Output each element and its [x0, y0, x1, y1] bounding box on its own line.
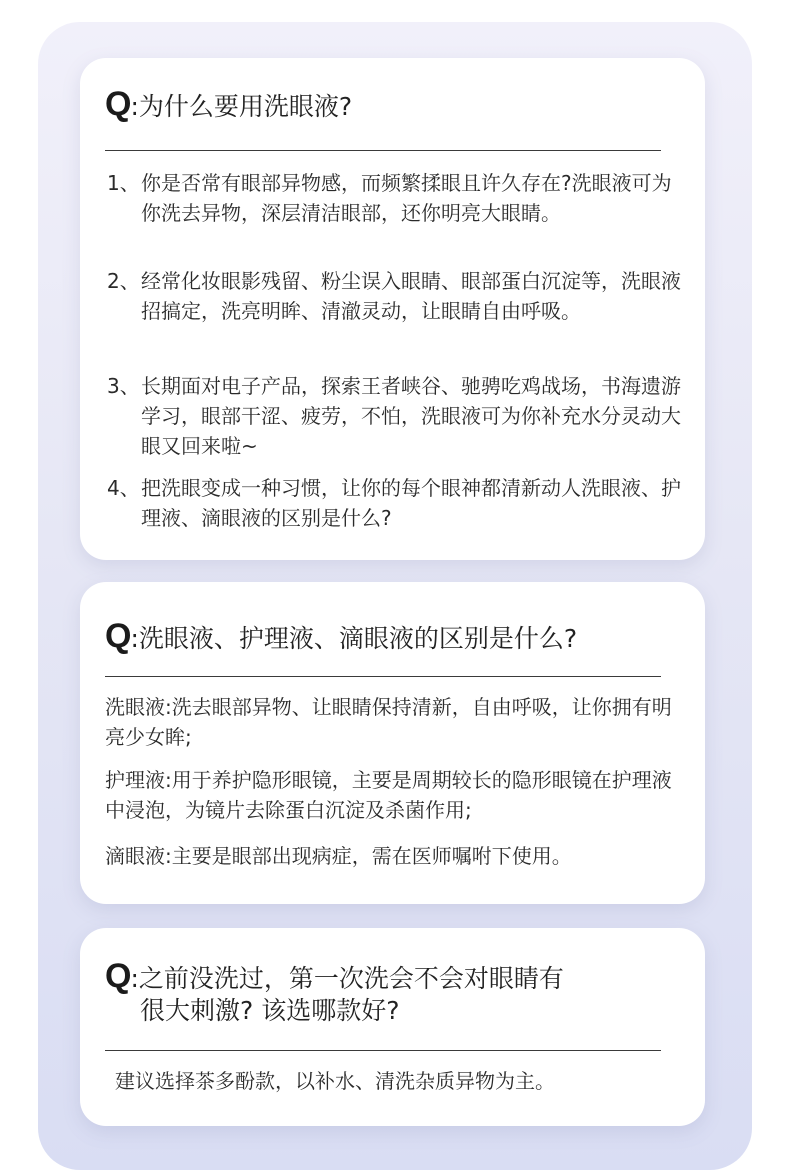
q-colon: :: [130, 92, 139, 121]
answer-paragraph: 洗眼液:洗去眼部异物、让眼睛保持清新，自由呼吸，让你拥有明亮少女眸;: [105, 695, 672, 749]
divider: [105, 676, 661, 677]
q-colon: :: [130, 964, 139, 993]
answer-paragraph: 护理液:用于养护隐形眼镜，主要是周期较长的隐形眼镜在护理液中浸泡，为镜片去除蛋白沉淀及杀菌作用;: [105, 768, 672, 822]
answer-paragraph: 建议选择茶多酚款，以补水、清洗杂质异物为主。: [115, 1069, 555, 1093]
list-item: [107, 371, 682, 461]
item-number: 4、: [107, 476, 140, 500]
list-item: [107, 168, 682, 228]
list-item: [107, 266, 682, 326]
item-number: 2、: [107, 269, 140, 293]
question-title: [105, 957, 665, 1027]
question-text-line-2: 很大刺激? 该选哪款好?: [140, 996, 400, 1025]
list-item: [107, 473, 682, 533]
item-number: 1、: [107, 171, 140, 195]
faq-card-1: [80, 58, 705, 560]
answer-paragraph: 滴眼液:主要是眼部出现病症，需在医师嘱咐下使用。: [105, 844, 572, 868]
q-mark: Q: [105, 957, 131, 995]
item-text: 你是否常有眼部异物感，而频繁揉眼且许久存在?洗眼液可为你洗去异物，深层清洁眼部，还你明亮大眼睛。: [141, 171, 672, 225]
faq-card-3: [80, 928, 705, 1126]
question-title: [105, 617, 685, 655]
question-text: 洗眼液、护理液、滴眼液的区别是什么?: [138, 624, 578, 653]
question-title: [105, 85, 685, 123]
item-text: 经常化妆眼影残留、粉尘误入眼睛、眼部蛋白沉淀等，洗眼液招搞定，洗亮明眸、清澈灵动，让眼睛自由呼吸。: [141, 269, 681, 323]
q-colon: :: [130, 624, 139, 653]
item-number: 3、: [107, 374, 140, 398]
divider: [105, 150, 661, 151]
question-text: 为什么要用洗眼液?: [138, 92, 353, 121]
faq-card-2: [80, 582, 705, 904]
q-mark: Q: [105, 85, 131, 123]
divider: [105, 1050, 661, 1051]
item-text: 把洗眼变成一种习惯，让你的每个眼神都清新动人洗眼液、护理液、滴眼液的区别是什么?: [141, 476, 681, 530]
q-mark: Q: [105, 617, 131, 655]
question-text-line-1: 之前没洗过，第一次洗会不会对眼睛有: [138, 964, 564, 993]
item-text: 长期面对电子产品，探索王者峡谷、驰骋吃鸡战场，书海遗游学习，眼部干涩、疲劳，不怕，洗眼液可为你补充水分灵动大眼又回来啦~: [141, 374, 681, 458]
